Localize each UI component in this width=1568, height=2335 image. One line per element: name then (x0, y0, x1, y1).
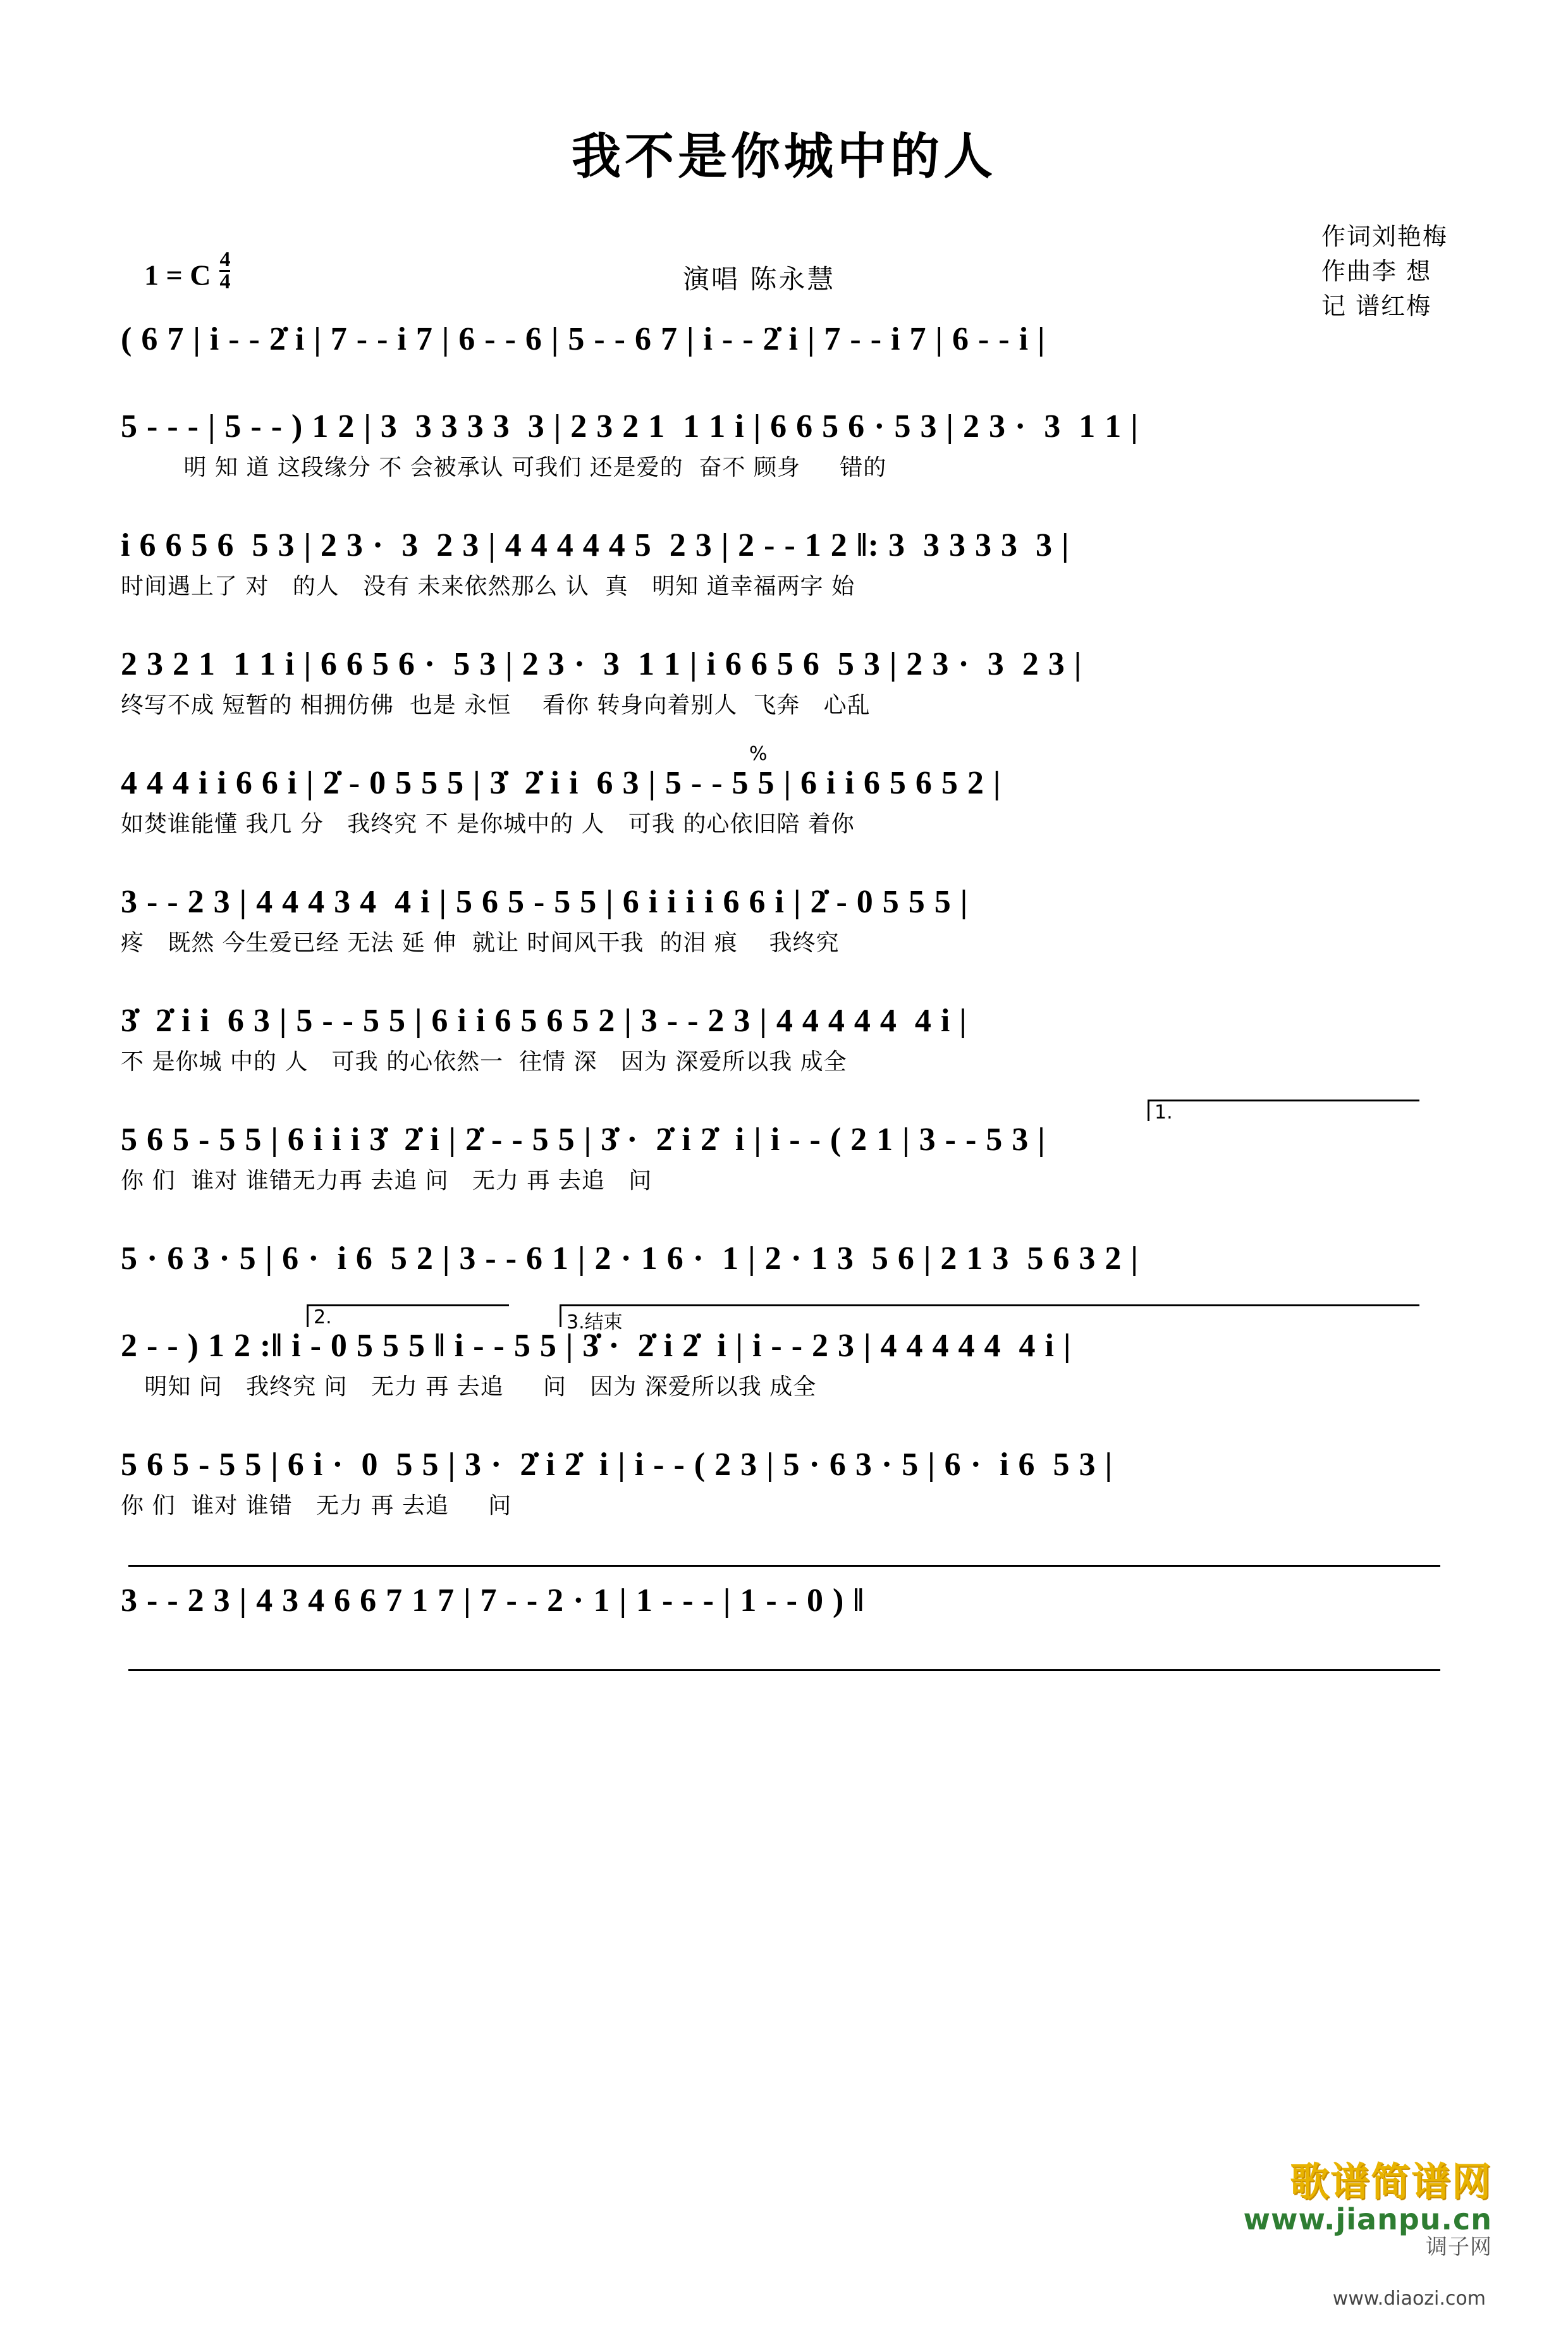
staff-line (117, 1446, 1451, 1560)
staff-divider (128, 1669, 1440, 1671)
score-header (0, 213, 1568, 321)
staff-line (117, 1101, 1451, 1235)
lyrics-row: 时间遇上了 对 的人 没有 未来依然那么 认 真 明知 道幸福两字 始 (121, 573, 855, 599)
footer-url: www.diaozi.com (1332, 2288, 1486, 2310)
key-signature-text: 1 = C (144, 259, 211, 291)
time-signature (219, 250, 230, 293)
staff-line (117, 743, 1451, 878)
lyrics-row: 不 是你城 中的 人 可我 的心依然一 往情 深 因为 深爱所以我 成全 (121, 1048, 847, 1075)
credit-notator: 记 谱红梅 (1321, 292, 1432, 321)
credits-block (1321, 219, 1448, 324)
staff-line (117, 883, 1451, 997)
staff-line (117, 321, 1451, 403)
watermark (1243, 2160, 1492, 2259)
staff-line (117, 646, 1451, 759)
third-ending-bracket: 3.结束 (560, 1304, 1419, 1327)
notation-row: i 6 6 5 6 5 3 | 2 3 · 3 2 3 | 4 4 4 4 4 5 2 3 | 2 - - 1 2 ‖: 3 3 3 3 3 3 | (121, 527, 1070, 563)
lyrics-row: 如焚谁能懂 我几 分 我终究 不 是你城中的 人 可我 的心依旧陪 着你 (121, 811, 855, 837)
lyrics-row: 你 们 谁对 谁错 无力 再 去追 问 (121, 1492, 512, 1519)
sheet-music-page (0, 117, 1568, 2335)
credit-lyricist: 作词刘艳梅 (1321, 223, 1448, 250)
second-ending-bracket: 2. (307, 1304, 509, 1327)
staff-line (117, 1002, 1451, 1116)
staff-line (117, 1582, 1451, 1664)
lyrics-row: 明 知 道 这段缘分 不 会被承认 可我们 还是爱的 奋不 顾身 错的 (121, 454, 887, 481)
notation-row: 3 - - 2 3 | 4 3 4 6 6 7 1 7 | 7 - - 2 · 1 | 1 - - - | 1 - - 0 ) ‖ (121, 1583, 865, 1619)
notation-row: 2 3 2 1 1 1 i | 6 6 5 6 · 5 3 | 2 3 · 3 1 1 | i 6 6 5 6 5 3 | 2 3 · 3 2 3 | (121, 646, 1082, 682)
key-signature (144, 250, 230, 293)
lyrics-row: 你 们 谁对 谁错无力再 去追 问 无力 再 去追 问 (121, 1167, 652, 1194)
staff-line (117, 527, 1451, 640)
watermark-site-url: www.jianpu.cn (1243, 2202, 1492, 2237)
watermark-site-cn: 歌谱简谱网 (1289, 2158, 1492, 2205)
notation-row: 5 - - - | 5 - - ) 1 2 | 3 3 3 3 3 3 | 2 3 2 1 1 1 i | 6 6 5 6 · 5 3 | 2 3 · 3 1 1 | (121, 408, 1139, 444)
lyrics-row: 明知 问 我终究 问 无力 再 去追 问 因为 深爱所以我 成全 (121, 1373, 817, 1400)
performer-credit: 演唱 陈永慧 (683, 264, 836, 295)
watermark-site-name2: 调子网 (1426, 2234, 1492, 2260)
notation-row: 4 4 4 i i 6 6 i | 2̇ - 0 5 5 5 | 3̇ 2̇ i i 6 3 | 5 - - 5 5 | 6 i i 6 5 6 5 2 | (121, 765, 1001, 801)
notation-row: ( 6 7 | i - - 2̇ i | 7 - - i 7 | 6 - - 6 | 5 - - 6 7 | i - - 2̇ i | 7 - - i 7 | 6 - - i | (121, 321, 1046, 357)
first-ending-bracket: 1. (1148, 1100, 1419, 1121)
credit-composer: 作曲李 想 (1321, 257, 1432, 286)
notation-row: 5 · 6 3 · 5 | 6 · i 6 5 2 | 3 - - 6 1 | 2 · 1 6 · 1 | 2 · 1 3 5 6 | 2 1 3 5 6 3 2 | (121, 1241, 1139, 1277)
staff-divider (128, 1565, 1440, 1567)
time-signature-top: 4 (219, 248, 231, 271)
time-signature-bottom: 4 (219, 270, 231, 294)
lyrics-row: 终写不成 短暂的 相拥仿佛 也是 永恒 看你 转身向着别人 飞奔 心乱 (121, 692, 871, 718)
notation-row: 3̇ 2̇ i i 6 3 | 5 - - 5 5 | 6 i i 6 5 6 5 2 | 3 - - 2 3 | 4 4 4 4 4 4 i | (121, 1003, 967, 1039)
notation-row: 3 - - 2 3 | 4 4 4 3 4 4 i | 5 6 5 - 5 5 | 6 i i i i 6 6 i | 2̇ - 0 5 5 5 | (121, 884, 969, 920)
music-staff (117, 321, 1451, 1671)
notation-row: 2 - - ) 1 2 :‖ i - 0 5 5 5 ‖ i - - 5 5 | 3̇ · 2̇ i 2̇ i | i - - 2 3 | 4 4 4 4 4 4 i | (121, 1328, 1072, 1364)
notation-row: 5 6 5 - 5 5 | 6 i i i 3̇ 2̇ i | 2̇ - - 5 5 | 3̇ · 2̇ i 2̇ i | i - - ( 2 1 | 3 - - 5 3 | (121, 1122, 1046, 1158)
segno-mark: % (749, 743, 768, 765)
staff-line (117, 1306, 1451, 1441)
notation-row: 5 6 5 - 5 5 | 6 i · 0 5 5 | 3 · 2̇ i 2̇ i | i - - ( 2 3 | 5 · 6 3 · 5 | 6 · i 6 5 3 | (121, 1447, 1113, 1483)
staff-line (117, 408, 1451, 522)
page-title: 我不是你城中的人 (571, 128, 996, 185)
lyrics-row: 疼 既然 今生爱已经 无法 延 伸 就让 时间风干我 的泪 痕 我终究 (121, 929, 840, 956)
